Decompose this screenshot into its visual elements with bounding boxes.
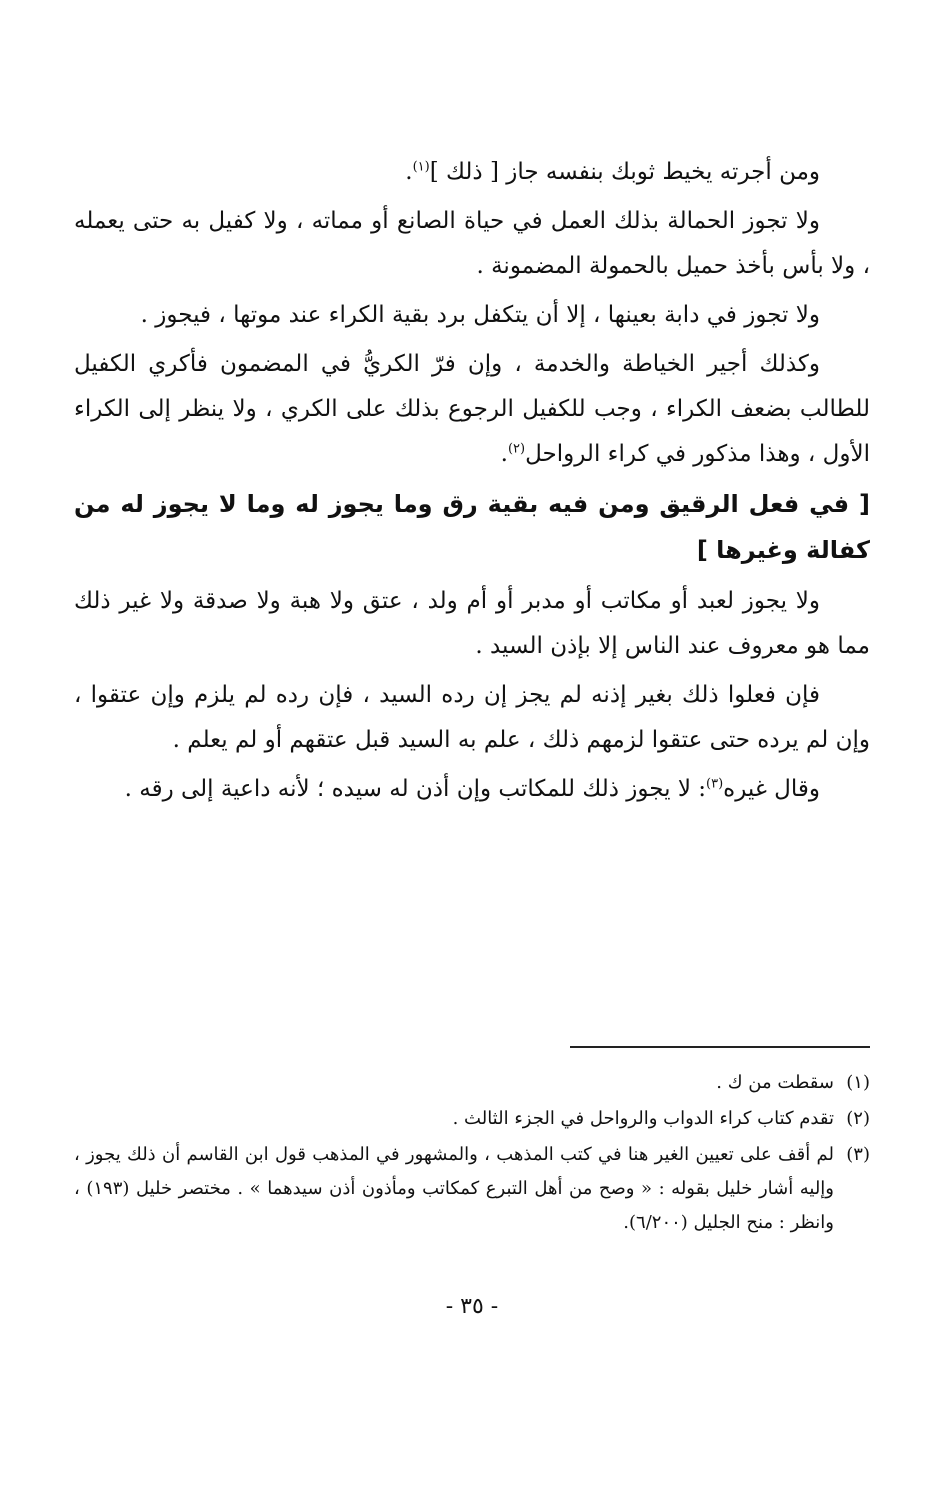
paragraph-4-end: .	[500, 441, 508, 467]
paragraph-6: فإن فعلوا ذلك بغير إذنه لم يجز إن رده السيد ، فإن رده لم يلزم وإن عتقوا ، وإن لم يرده حتى عتقوا لزمهم ذلك ، علم به السيد قبل عتقهم أو لم يعلم .	[74, 682, 870, 753]
footnote-number: (٢)	[846, 1108, 870, 1129]
paragraph-5: ولا يجوز لعبد أو مكاتب أو مدبر أو أم ولد ، عتق ولا هبة ولا صدقة ولا غير ذلك مما هو معروف عند الناس إلا بإذن السيد .	[74, 588, 870, 659]
main-text	[74, 150, 870, 816]
page-number: - ٣٥ -	[445, 1294, 499, 1319]
paragraph-4-text: وكذلك أجير الخياطة والخدمة ، وإن فرّ الكريُّ في المضمون فأكري الكفيل للطالب بضعف الكراء ، وجب للكفيل الرجوع بذلك على الكري ، ولا ينظر إلى الكراء الأول ، وهذا مذكور في كراء الرواحل	[74, 351, 870, 467]
footnote-text: لم أقف على تعيين الغير هنا في كتب المذهب ، والمشهور في المذهب قول ابن القاسم أن ذلك يجوز ، وإليه أشار خليل بقوله : « وصح من أهل التبرع كمكاتب ومأذون أذن سيدهما » . مختصر خليل (١٩٣) ، وانظر : منح الجليل (٦/٢٠٠).	[74, 1144, 834, 1233]
paragraph-1-text: ومن أجرته يخيط ثوبك بنفسه جاز [ ذلك ]	[429, 159, 820, 185]
section-heading: [ في فعل الرقيق ومن فيه بقية رق وما يجوز له وما لا يجوز له من كفالة وغيرها ]	[74, 490, 870, 564]
paragraph-1-end: .	[405, 159, 413, 185]
footnote-divider	[570, 1046, 870, 1048]
footnotes	[74, 1066, 870, 1242]
paragraph-7-start: وقال غيره	[723, 776, 820, 802]
footnote-2	[74, 1102, 870, 1136]
footnote-3	[74, 1138, 870, 1240]
paragraph-4	[74, 342, 870, 477]
paragraph-7	[74, 767, 870, 812]
footnote-text: سقطت من ك .	[716, 1072, 834, 1093]
footnote-text: تقدم كتاب كراء الدواب والرواحل في الجزء الثالث .	[452, 1108, 834, 1129]
paragraph-1	[74, 150, 870, 195]
paragraph-3: ولا تجوز في دابة بعينها ، إلا أن يتكفل برد بقية الكراء عند موتها ، فيجوز .	[140, 302, 820, 328]
footnote-ref-1: (١)	[412, 159, 430, 175]
footnote-ref-2: (٢)	[507, 441, 526, 457]
footnote-number: (١)	[846, 1072, 870, 1093]
footnote-number: (٣)	[846, 1144, 870, 1165]
paragraph-2: ولا تجوز الحمالة بذلك العمل في حياة الصانع أو مماته ، ولا كفيل به حتى يعمله ، ولا بأس بأخذ حميل بالحمولة المضمونة .	[74, 208, 870, 279]
footnote-ref-3: (٣)	[706, 776, 724, 792]
footnote-1	[74, 1066, 870, 1100]
paragraph-7-rest: : لا يجوز ذلك للمكاتب وإن أذن له سيده ؛ لأنه داعية إلى رقه .	[124, 776, 707, 802]
